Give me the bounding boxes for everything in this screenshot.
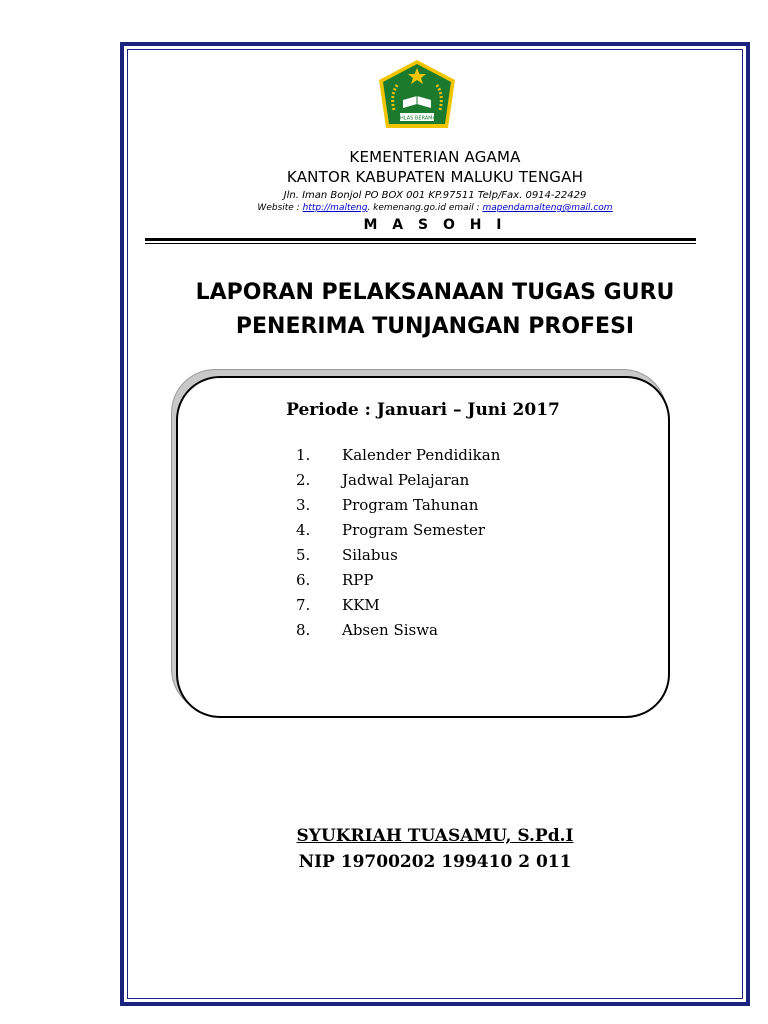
list-item-number: 5. xyxy=(296,546,311,564)
teacher-name: SYUKRIAH TUASAMU, S.Pd.I xyxy=(296,826,574,846)
kemenag-logo xyxy=(376,58,458,136)
report-title-line2: PENERIMA TUNJANGAN PROFESI xyxy=(235,314,635,339)
list-item xyxy=(296,471,500,496)
list-item-label: Jadwal Pelajaran xyxy=(342,471,470,489)
list-item xyxy=(296,521,500,546)
website-label: Website : xyxy=(257,203,300,213)
list-item-label: Kalender Pendidikan xyxy=(342,446,501,464)
office-address: Jln. Iman Bonjol PO BOX 001 KP.97511 Telp/Fax. 0914-22429 xyxy=(283,190,587,201)
website-rest: . kemenang.go.id email : xyxy=(367,203,480,213)
letterhead-rule-thick xyxy=(145,238,696,241)
list-item xyxy=(296,546,500,571)
contact-line xyxy=(127,203,743,213)
report-title-line1: LAPORAN PELAKSANAAN TUGAS GURU xyxy=(195,280,675,305)
teacher-nip: NIP 19700202 199410 2 011 xyxy=(298,852,572,872)
list-item-label: Program Tahunan xyxy=(342,496,479,514)
list-item-number: 8. xyxy=(296,621,311,639)
list-item-label: KKM xyxy=(342,596,380,614)
ministry-name: KEMENTERIAN AGAMA xyxy=(349,148,521,166)
letterhead-rule-thin xyxy=(145,243,696,244)
document-list xyxy=(296,446,500,646)
city-name: M A S O H I xyxy=(363,217,507,233)
list-item xyxy=(296,496,500,521)
contents-box xyxy=(176,376,670,718)
list-item xyxy=(296,446,500,471)
email-link[interactable]: mapendamalteng@mail.com xyxy=(482,203,613,213)
website-link[interactable]: http://malteng xyxy=(302,203,368,213)
list-item-label: Silabus xyxy=(342,546,398,564)
office-name: KANTOR KABUPATEN MALUKU TENGAH xyxy=(286,168,584,186)
period-label: Periode : Januari – Juni 2017 xyxy=(286,400,560,420)
list-item-number: 1. xyxy=(296,446,311,464)
list-item-label: Absen Siswa xyxy=(342,621,438,639)
list-item-label: Program Semester xyxy=(342,521,486,539)
svg-text:IKHLAS BERAMAL: IKHLAS BERAMAL xyxy=(395,115,439,122)
list-item-number: 2. xyxy=(296,471,311,489)
list-item-number: 6. xyxy=(296,571,311,589)
list-item xyxy=(296,596,500,621)
list-item xyxy=(296,621,500,646)
list-item-number: 4. xyxy=(296,521,311,539)
list-item-number: 3. xyxy=(296,496,311,514)
list-item-number: 7. xyxy=(296,596,311,614)
list-item-label: RPP xyxy=(342,571,374,589)
list-item xyxy=(296,571,500,596)
